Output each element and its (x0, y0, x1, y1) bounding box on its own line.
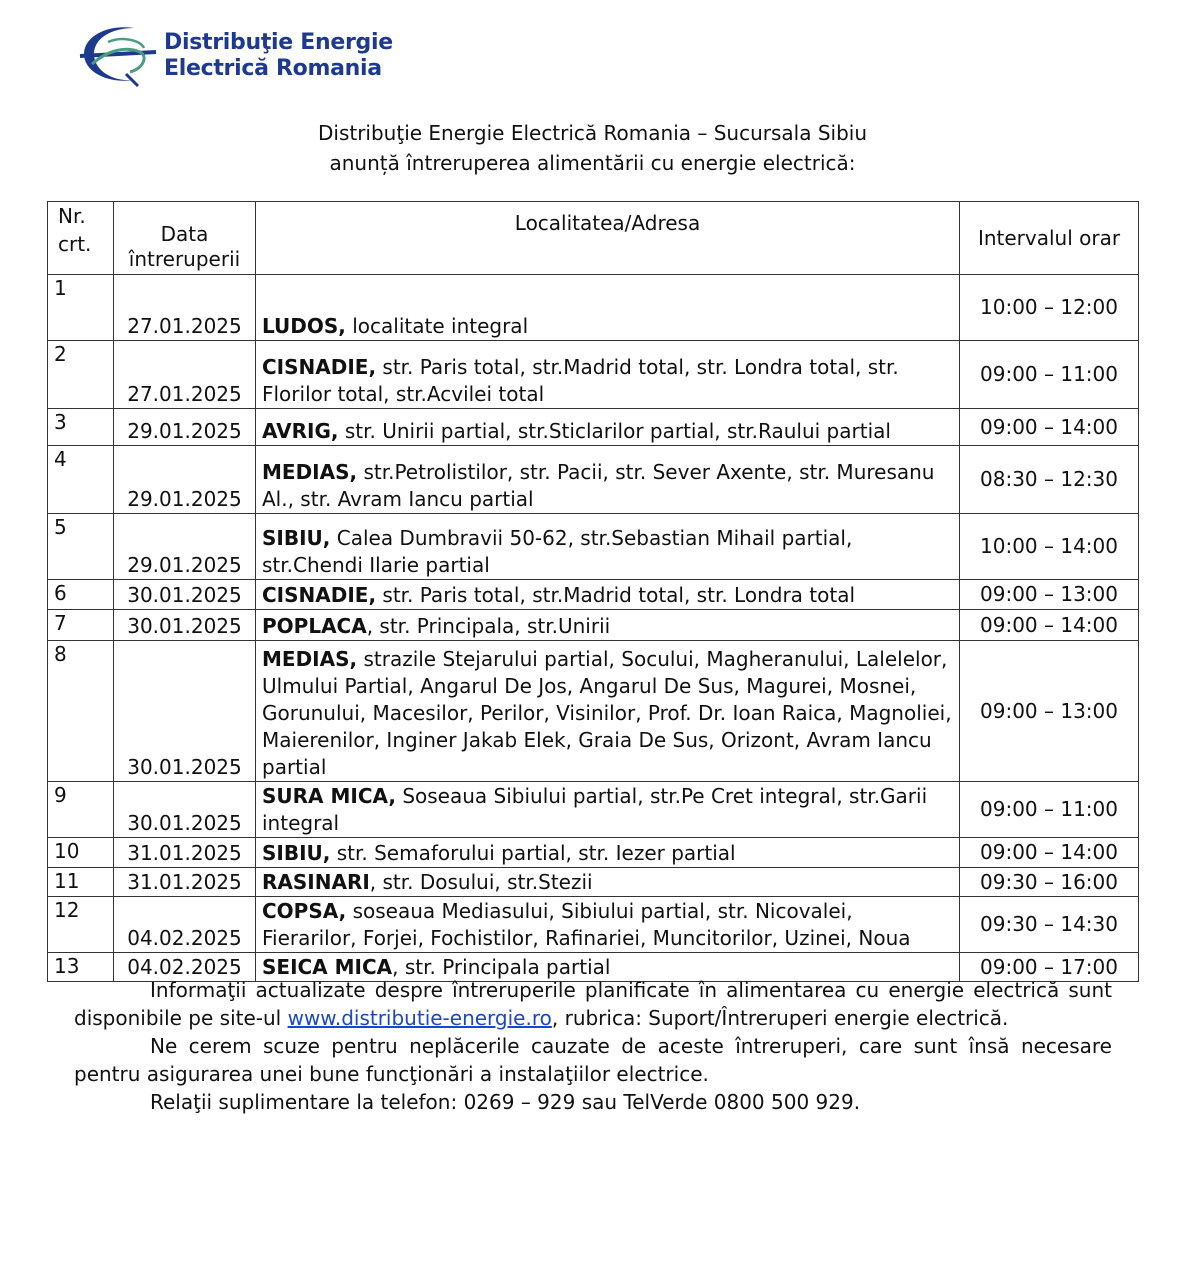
row-time-interval: 09:00 – 14:00 (960, 610, 1139, 641)
row-details: strazile Stejarului partial, Socului, Magheranului, Lalelelor, Ulmului Partial, Angarul De Jos, Angarul De Sus, Magurei, Mosnei, Gorunului, Macesilor, Perilor, Visinilor, Prof. Dr. Ioan Raica, Magnoliei, Maierenilor, Inginer Jakab Elek, Graia De Sus, Orizont, Avram Iancu partial (262, 647, 952, 779)
table-row (48, 610, 1139, 641)
row-time-interval: 09:00 – 14:00 (960, 409, 1139, 446)
table-row (48, 868, 1139, 897)
row-date: 31.01.2025 (114, 838, 256, 868)
row-locality: CISNADIE, (262, 583, 377, 607)
logo-emblem-icon (78, 22, 162, 88)
row-address (256, 446, 960, 514)
row-address (256, 514, 960, 580)
row-number: 4 (48, 446, 114, 514)
footer-contact-paragraph: Relaţii suplimentare la telefon: 0269 – 929 sau TelVerde 0800 500 929. (150, 1090, 861, 1114)
row-date: 29.01.2025 (114, 514, 256, 580)
row-address (256, 409, 960, 446)
table-row (48, 897, 1139, 953)
table-row (48, 514, 1139, 580)
row-details: soseaua Mediasului, Sibiului partial, str. Nicovalei, Fierarilor, Forjei, Fochistilor, Rafinariei, Muncitorilor, Uzinei, Noua (262, 899, 911, 950)
row-time-interval: 10:00 – 14:00 (960, 514, 1139, 580)
row-details: , str. Dosului, str.Stezii (369, 870, 593, 894)
table-row (48, 641, 1139, 782)
row-time-interval: 09:00 – 13:00 (960, 580, 1139, 610)
footer-info-text: Informaţii actualizate despre întreruperile planificate în alimentarea cu energie electrică sunt disponibile pe site-ul (74, 978, 1112, 1030)
row-number: 10 (48, 838, 114, 868)
row-time-interval: 09:00 – 11:00 (960, 341, 1139, 409)
row-number: 3 (48, 409, 114, 446)
table-row (48, 409, 1139, 446)
logo-text-line1: Distribuţie Energie (164, 30, 393, 55)
row-number: 1 (48, 275, 114, 341)
header-interval: Intervalul orar (960, 202, 1139, 275)
footer-info-paragraph (74, 976, 1112, 1032)
row-locality: SIBIU, (262, 526, 331, 550)
row-details: str.Petrolistilor, str. Pacii, str. Sever Axente, str. Muresanu Al., str. Avram Iancu partial (262, 460, 935, 511)
row-time-interval: 09:00 – 17:00 (960, 953, 1139, 982)
row-time-interval: 09:30 – 16:00 (960, 868, 1139, 897)
heading-line1: Distribuţie Energie Electrică Romania – Sucursala Sibiu (317, 121, 868, 145)
header-date (114, 202, 256, 275)
row-locality: LUDOS, (262, 314, 346, 338)
row-details: str. Paris total, str.Madrid total, str. Londra total, str. Florilor total, str.Acvilei total (262, 355, 899, 406)
row-details: Calea Dumbravii 50-62, str.Sebastian Mihail partial, str.Chendi Ilarie partial (262, 526, 853, 577)
row-number: 8 (48, 641, 114, 782)
company-logo (78, 22, 418, 90)
row-details: str. Unirii partial, str.Sticlarilor partial, str.Raului partial (344, 419, 891, 443)
row-address (256, 868, 960, 897)
row-number: 5 (48, 514, 114, 580)
row-time-interval: 08:30 – 12:30 (960, 446, 1139, 514)
header-date-line1: Data (160, 222, 209, 246)
row-locality: MEDIAS, (262, 647, 358, 671)
outage-schedule-table (47, 201, 1139, 982)
header-nr-line2: crt. (58, 232, 92, 256)
row-date: 30.01.2025 (114, 610, 256, 641)
row-date: 30.01.2025 (114, 641, 256, 782)
row-address (256, 341, 960, 409)
row-locality: POPLACA (262, 614, 367, 638)
row-details: localitate integral (352, 314, 529, 338)
row-number: 7 (48, 610, 114, 641)
table-header-row (48, 202, 1139, 275)
row-date: 27.01.2025 (114, 341, 256, 409)
row-locality: CISNADIE, (262, 355, 377, 379)
row-details: str. Semaforului partial, str. Iezer partial (336, 841, 736, 865)
row-address (256, 580, 960, 610)
row-date: 30.01.2025 (114, 580, 256, 610)
row-number: 2 (48, 341, 114, 409)
row-details: , str. Principala partial (392, 955, 611, 979)
header-location: Localitatea/Adresa (256, 202, 960, 275)
row-date: 31.01.2025 (114, 868, 256, 897)
footer-info-text-end: , rubrica: Suport/Întreruperi energie electrică. (551, 1006, 1009, 1030)
row-details: str. Paris total, str.Madrid total, str. Londra total (382, 583, 856, 607)
row-address (256, 641, 960, 782)
row-time-interval: 09:00 – 11:00 (960, 782, 1139, 838)
row-address (256, 610, 960, 641)
row-locality: MEDIAS, (262, 460, 358, 484)
header-nr (48, 202, 114, 275)
row-details: , str. Principala, str.Unirii (366, 614, 611, 638)
announcement-heading (0, 118, 1185, 178)
row-locality: RASINARI (262, 870, 370, 894)
row-number: 6 (48, 580, 114, 610)
row-number: 13 (48, 953, 114, 982)
row-locality: SURA MICA, (262, 784, 396, 808)
heading-line2: anunță întreruperea alimentării cu energie electrică: (329, 151, 856, 175)
row-locality: SEICA MICA (262, 955, 393, 979)
logo-text-line2: Electrică Romania (164, 56, 382, 81)
footer-notes (74, 976, 1112, 1116)
footer-apology-paragraph: Ne cerem scuze pentru neplăcerile cauzate de aceste întreruperi, care sunt însă necesare pentru asigurarea unei bune funcţionări a instalaţiilor electrice. (74, 1034, 1112, 1086)
row-address (256, 782, 960, 838)
row-number: 9 (48, 782, 114, 838)
row-time-interval: 09:00 – 14:00 (960, 838, 1139, 868)
table-row (48, 580, 1139, 610)
row-locality: COPSA, (262, 899, 347, 923)
row-details: Soseaua Sibiului partial, str.Pe Cret integral, str.Garii integral (262, 784, 928, 835)
header-date-line2: întreruperii (128, 247, 241, 271)
table-row (48, 782, 1139, 838)
row-date: 04.02.2025 (114, 953, 256, 982)
row-time-interval: 09:00 – 13:00 (960, 641, 1139, 782)
row-date: 04.02.2025 (114, 897, 256, 953)
table-row (48, 446, 1139, 514)
row-number: 12 (48, 897, 114, 953)
table-row (48, 275, 1139, 341)
row-address (256, 897, 960, 953)
row-date: 30.01.2025 (114, 782, 256, 838)
row-locality: AVRIG, (262, 419, 339, 443)
row-date: 29.01.2025 (114, 409, 256, 446)
row-address (256, 838, 960, 868)
website-link[interactable]: www.distributie-energie.ro (287, 1006, 552, 1030)
table-row (48, 341, 1139, 409)
row-address (256, 275, 960, 341)
header-nr-line1: Nr. (58, 204, 86, 228)
row-locality: SIBIU, (262, 841, 331, 865)
row-time-interval: 09:30 – 14:30 (960, 897, 1139, 953)
row-time-interval: 10:00 – 12:00 (960, 275, 1139, 341)
row-number: 11 (48, 868, 114, 897)
row-date: 27.01.2025 (114, 275, 256, 341)
row-date: 29.01.2025 (114, 446, 256, 514)
table-row (48, 838, 1139, 868)
